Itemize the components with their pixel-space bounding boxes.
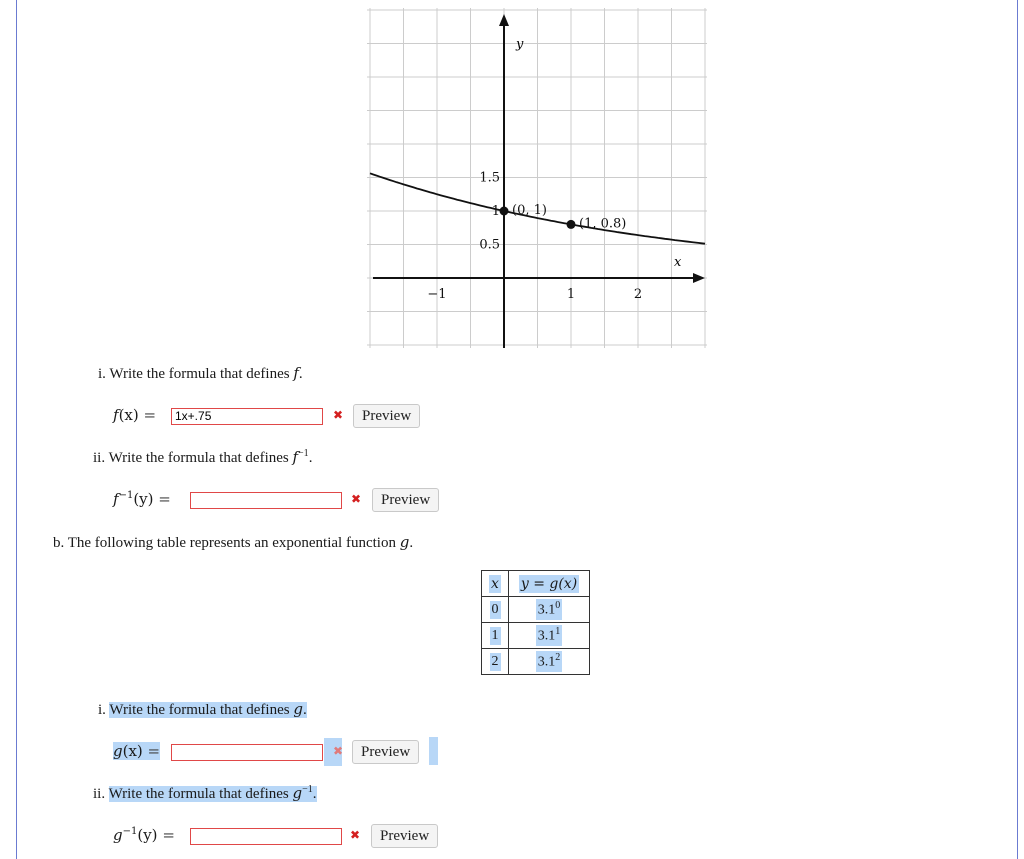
incorrect-icon: ✖ [333, 744, 344, 758]
selection-highlight [429, 737, 438, 765]
table-row: 2 $3.1^2$ [482, 649, 590, 675]
graph-axes [373, 14, 705, 348]
f-of-x-label: f(x) = [113, 406, 157, 424]
graph-grid [367, 8, 707, 348]
g-values-table [481, 570, 590, 675]
graph-tick-labels [427, 171, 642, 303]
g-inverse-label: $g^{-1}(y)$ = [113, 826, 175, 844]
x-tick-label: 1 [566, 287, 576, 302]
y-tick-label: 1.5 [479, 170, 500, 186]
question-a-i-prompt: i. Write the formula that defines f. [98, 364, 303, 382]
table-row: 1 $3.1^1$ [482, 623, 590, 649]
y-tick-label: 0.5 [479, 237, 500, 253]
question-b-i-prompt: i. Write the formula that defines g. [98, 700, 307, 718]
graph-points [500, 203, 627, 231]
f-inverse-label: $f^{-1}(y)$ = [113, 490, 171, 508]
table-header-x: x [482, 571, 509, 597]
preview-button-a-i[interactable]: Preview [353, 404, 420, 428]
f-formula-input[interactable]: 1x+.75 [171, 408, 323, 425]
page-border-left [16, 0, 17, 859]
exponential-graph [367, 8, 707, 348]
graph-point [567, 220, 576, 229]
part-b-intro: b. The following table represents an exponential function g. [53, 533, 414, 551]
x-tick-label: −1 [427, 287, 447, 302]
preview-button-b-ii[interactable]: Preview [371, 824, 438, 848]
g-of-x-label: g(x) = [113, 742, 161, 760]
question-b-ii-prompt: ii. Write the formula that defines $g^{-1}$. [93, 784, 317, 802]
question-a-ii-prompt: ii. Write the formula that defines $f^{-1}$. [93, 448, 313, 466]
incorrect-icon: ✖ [350, 828, 361, 842]
f-inverse-formula-input[interactable] [190, 492, 342, 509]
table-header-row [482, 571, 590, 597]
table-header-y: y = g(x) [509, 571, 590, 597]
x-axis-label: x [674, 255, 682, 270]
incorrect-icon: ✖ [351, 492, 362, 506]
graph-point-label: (0, 1) [512, 203, 547, 218]
y-tick-label: 1 [491, 204, 500, 219]
table-row: 0 $3.1^0$ [482, 597, 590, 623]
graph-point [500, 207, 509, 216]
g-inverse-formula-input[interactable] [190, 828, 342, 845]
page-border-right [1017, 0, 1018, 859]
graph-point-label: (1, 0.8) [579, 216, 627, 232]
preview-button-a-ii[interactable]: Preview [372, 488, 439, 512]
preview-button-b-i[interactable]: Preview [352, 740, 419, 764]
incorrect-icon: ✖ [333, 408, 344, 422]
y-axis-label: y [516, 37, 524, 52]
g-formula-input[interactable] [171, 744, 323, 761]
x-tick-label: 2 [633, 287, 643, 302]
